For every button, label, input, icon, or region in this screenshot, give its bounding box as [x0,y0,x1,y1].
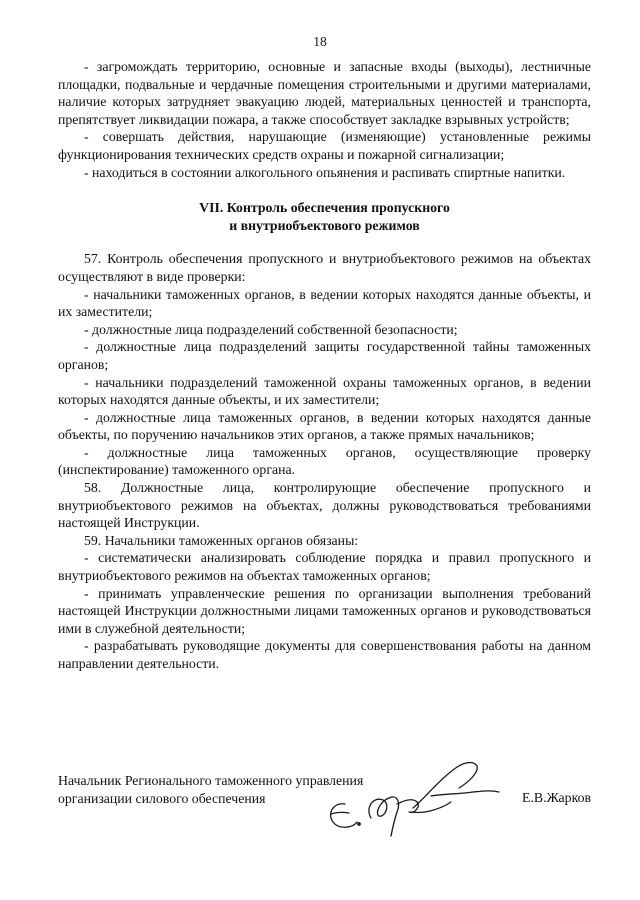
paragraph: - должностные лица таможенных органов, осуществляющие проверку (инспектирование) таможенного органа. [58,444,591,478]
section-heading [58,199,591,234]
page-number: 18 [313,34,327,49]
paragraph: - разрабатывать руководящие документы для совершенствования работы на данном направлении деятельности. [58,638,591,671]
paragraph: - систематически анализировать соблюдение порядка и правил пропускного и внутриобъектового режимов на объектах таможенных органов; [58,550,591,584]
signatory-position-line: организации силового обеспечения [58,790,266,806]
section-heading-line: и внутриобъектового режимов [229,217,420,233]
paragraph: - должностные лица таможенных органов, в ведении которых находятся данные объекты, по поручению начальников этих органов, а также прямых начальников; [58,409,591,443]
paragraph: - начальники подразделений таможенной охраны таможенных органов, в ведении которых находятся данные объекты, и их заместители; [58,374,591,408]
signatory-name: Е.В.Жарков [522,790,591,805]
paragraph: 58. Должностные лица, контролирующие обеспечение пропускного и внутриобъектового режимов на объектах, должны руководствоваться требованиями настоящей Инструкции. [58,480,591,531]
paragraph: - должностные лица подразделений защиты государственной тайны таможенных органов; [58,339,591,372]
section-heading-line: VII. Контроль обеспечения пропускного [199,200,450,216]
paragraph: - принимать управленческие решения по организации выполнения требований настоящей Инструкции должностными лицами таможенных органов и руководствоваться ими в служебной деятельности; [58,585,591,636]
paragraph: 57. Контроль обеспечения пропускного и внутриобъектового режимов на объектах осуществляют в виде проверки: [58,251,591,284]
paragraph: - загромождать территорию, основные и запасные входы (выходы), лестничные площадки, подвальные и чердачные помещения строительными и другими материалами, наличие которых затрудняет эвакуацию людей, материальных ценностей и транспорта, препятствует ликвидации пожара, а также способствует закладке взрывных устройств; [58,59,591,127]
document-body [58,58,591,673]
paragraph: - совершать действия, нарушающие (изменяющие) установленные режимы функционирования технических средств охраны и пожарной сигнализации; [58,129,591,162]
signatory-position-line: Начальник Регионального таможенного управления [58,773,364,788]
signature-block [58,772,591,842]
paragraph: - находиться в состоянии алкогольного опьянения и распивать спиртные напитки. [84,164,566,180]
paragraph: - начальники таможенных органов, в ведении которых находятся данные объекты, и их заместители; [58,286,591,320]
paragraph: - должностные лица подразделений собственной безопасности; [84,321,458,337]
handwritten-signature-icon [313,752,513,842]
paragraph: 59. Начальники таможенных органов обязаны: [84,532,359,548]
